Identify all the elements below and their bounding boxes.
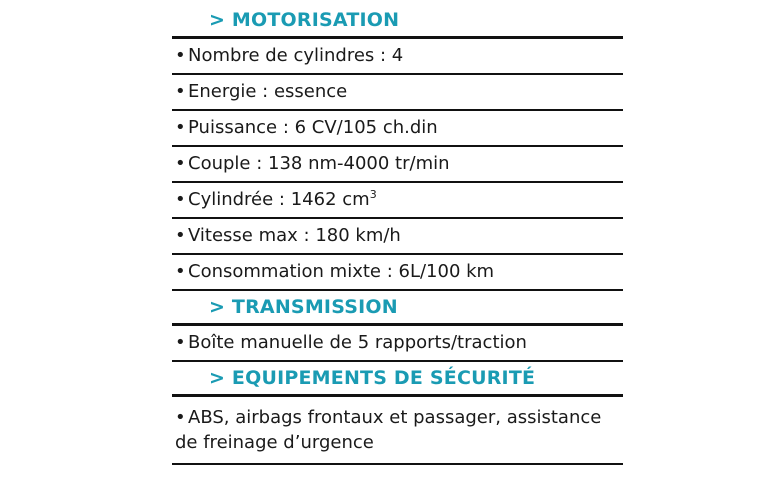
cubic-exponent: 3	[369, 188, 377, 201]
bullet: •	[175, 225, 186, 246]
spec-text: Consommation mixte : 6L/100 km	[188, 261, 495, 282]
bullet: •	[175, 153, 186, 174]
spec-text: Boîte manuelle de 5 rapports/traction	[188, 332, 527, 353]
bullet: •	[175, 45, 186, 66]
spec-text: Nombre de cylindres : 4	[188, 45, 404, 66]
spec-text: Couple : 138 nm-4000 tr/min	[188, 153, 450, 174]
spec-gearbox	[172, 326, 623, 362]
spec-text: Energie : essence	[188, 81, 348, 102]
spec-text: ABS, airbags frontaux et passager, assistance de freinage d’urgence	[175, 407, 602, 453]
spec-energy	[172, 75, 623, 111]
spec-max-speed	[172, 219, 623, 255]
spec-consumption	[172, 255, 623, 291]
spec-cylinder-count	[172, 39, 623, 75]
bullet: •	[175, 117, 186, 138]
spec-text: Vitesse max : 180 km/h	[188, 225, 401, 246]
bullet: •	[175, 407, 186, 428]
section-header-transmission: > TRANSMISSION	[172, 291, 623, 326]
spec-sheet	[172, 4, 623, 465]
spec-power	[172, 111, 623, 147]
section-header-motorisation: > MOTORISATION	[172, 4, 623, 39]
bullet: •	[175, 189, 186, 210]
spec-safety-equipment	[172, 397, 623, 465]
bullet: •	[175, 332, 186, 353]
spec-text: Puissance : 6 CV/105 ch.din	[188, 117, 438, 138]
spec-displacement	[172, 183, 623, 219]
bullet: •	[175, 81, 186, 102]
spec-text: Cylindrée : 1462 cm	[188, 189, 370, 210]
bullet: •	[175, 261, 186, 282]
spec-torque	[172, 147, 623, 183]
section-header-safety: > EQUIPEMENTS DE SÉCURITÉ	[172, 362, 623, 397]
